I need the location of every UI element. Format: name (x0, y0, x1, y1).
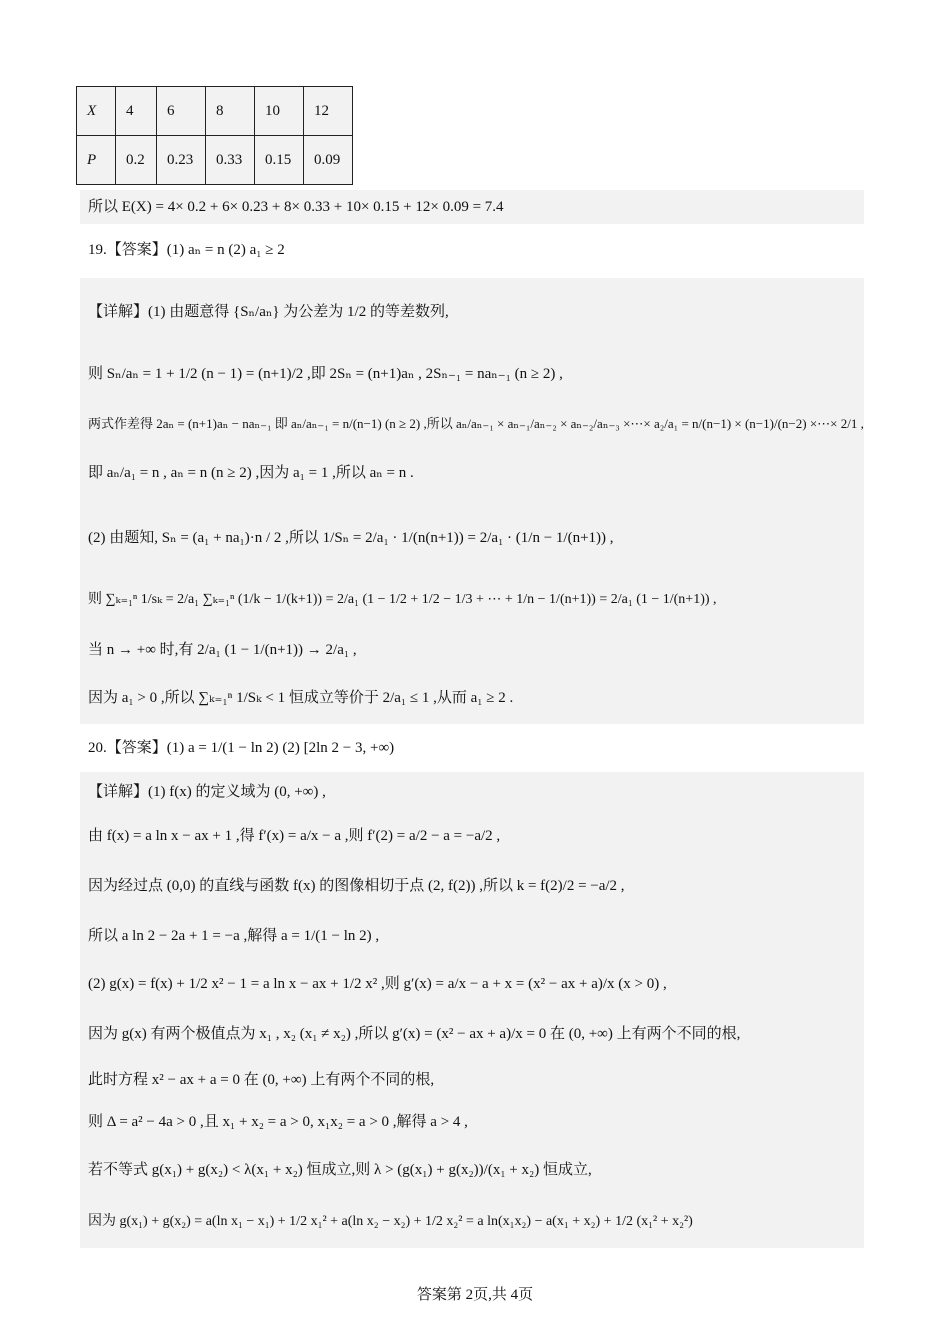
table-cell: 0.33 (206, 136, 255, 185)
q20-line-9: 若不等式 g(x₁) + g(x₂) < λ(x₁ + x₂) 恒成立,则 λ > (g(x₁) + g(x₂))/(x₁ + x₂) 恒成立, (88, 1162, 592, 1178)
q19-limit: 当 n → +∞ 时,有 2/a₁ (1 − 1/(n+1)) → 2/a₁ , (88, 642, 357, 658)
q20-answer: 20.【答案】(1) a = 1/(1 − ln 2) (2) [2ln 2 − 3, +∞) (88, 740, 395, 756)
q20-line-6: 因为 g(x) 有两个极值点为 x₁ , x₂ (x₁ ≠ x₂) ,所以 g′(x) = (x² − ax + a)/x = 0 在 (0, +∞) 上有两个不同的根, (88, 1026, 741, 1042)
table-cell: P (77, 136, 116, 185)
q20-part2: (2) g(x) = f(x) + 1/2 x² − 1 = a ln x − ax + 1/2 x² ,则 g′(x) = a/x − a + x = (x² − ax + a)/x (x > 0) , (88, 976, 667, 992)
table-cell: X (77, 87, 116, 136)
table-cell: 10 (255, 87, 304, 136)
table-cell: 0.09 (304, 136, 353, 185)
table-cell: 0.23 (157, 136, 206, 185)
table-cell: 0.2 (116, 136, 157, 185)
q20-line-7: 此时方程 x² − ax + a = 0 在 (0, +∞) 上有两个不同的根, (88, 1072, 435, 1088)
q19-answer: 19.【答案】(1) aₙ = n (2) a₁ ≥ 2 (88, 242, 285, 258)
q20-line-10: 因为 g(x₁) + g(x₂) = a(ln x₁ − x₁) + 1/2 x₁² + a(ln x₂ − x₂) + 1/2 x₂² = a ln(x₁x₂) − a(x₁ + x₂) + 1/2 (x₁² + x₂²) (88, 1214, 693, 1229)
table-cell: 6 (157, 87, 206, 136)
q19-line-2: 则 Sₙ/aₙ = 1 + 1/2 (n − 1) = (n+1)/2 ,即 2Sₙ = (n+1)aₙ , 2Sₙ₋₁ = naₙ₋₁ (n ≥ 2) , (88, 366, 563, 382)
q19-conclusion: 因为 a₁ > 0 ,所以 ∑ₖ₌₁ⁿ 1/Sₖ < 1 恒成立等价于 2/a₁ ≤ 1 ,从而 a₁ ≥ 2 . (88, 690, 514, 706)
table-cell: 4 (116, 87, 157, 136)
distribution-table (76, 86, 353, 185)
q20-detail-intro: 【详解】(1) f(x) 的定义域为 (0, +∞) , (88, 784, 326, 800)
table-cell: 12 (304, 87, 353, 136)
q19-line-4: 即 aₙ/a₁ = n , aₙ = n (n ≥ 2) ,因为 a₁ = 1 ,所以 aₙ = n . (88, 465, 414, 481)
table-row-x (77, 87, 353, 136)
q19-part2: (2) 由题知, Sₙ = (a₁ + na₁)·n / 2 ,所以 1/Sₙ = 2/a₁ · 1/(n(n+1)) = 2/a₁ · (1/n − 1/(n+1)) , (88, 530, 614, 546)
table-cell: 0.15 (255, 136, 304, 185)
q20-line-4: 所以 a ln 2 − 2a + 1 = −a ,解得 a = 1/(1 − ln 2) , (88, 928, 380, 944)
table-row-p (77, 136, 353, 185)
q20-line-3: 因为经过点 (0,0) 的直线与函数 f(x) 的图像相切于点 (2, f(2)) ,所以 k = f(2)/2 = −a/2 , (88, 878, 625, 894)
q20-line-8: 则 Δ = a² − 4a > 0 ,且 x₁ + x₂ = a > 0, x₁x₂ = a > 0 ,解得 a > 4 , (88, 1114, 468, 1130)
q19-detail-intro: 【详解】(1) 由题意得 {Sₙ/aₙ} 为公差为 1/2 的等差数列, (88, 304, 449, 320)
page-footer: 答案第 2页,共 4页 (416, 1287, 534, 1303)
q20-line-2: 由 f(x) = a ln x − ax + 1 ,得 f′(x) = a/x − a ,则 f′(2) = a/2 − a = −a/2 , (88, 828, 501, 844)
q19-sum: 则 ∑ₖ₌₁ⁿ 1/sₖ = 2/a₁ ∑ₖ₌₁ⁿ (1/k − 1/(k+1)) = 2/a₁ (1 − 1/2 + 1/2 − 1/3 + ⋯ + 1/n − 1/(n+1)) = 2/a₁ (1 − 1/(n+1)) , (88, 592, 717, 607)
table-cell: 8 (206, 87, 255, 136)
q19-line-3: 两式作差得 2aₙ = (n+1)aₙ − naₙ₋₁ 即 aₙ/aₙ₋₁ = n/(n−1) (n ≥ 2) ,所以 aₙ/aₙ₋₁ × aₙ₋₁/aₙ₋₂ × aₙ₋₂/aₙ₋₃ ×⋯× a₂/a₁ = n/(n−1) × (n−1)/(n−2) ×⋯× 2/1 , (88, 416, 864, 431)
expectation-line: 所以 E(X) = 4× 0.2 + 6× 0.23 + 8× 0.33 + 10× 0.15 + 12× 0.09 = 7.4 (88, 199, 504, 215)
